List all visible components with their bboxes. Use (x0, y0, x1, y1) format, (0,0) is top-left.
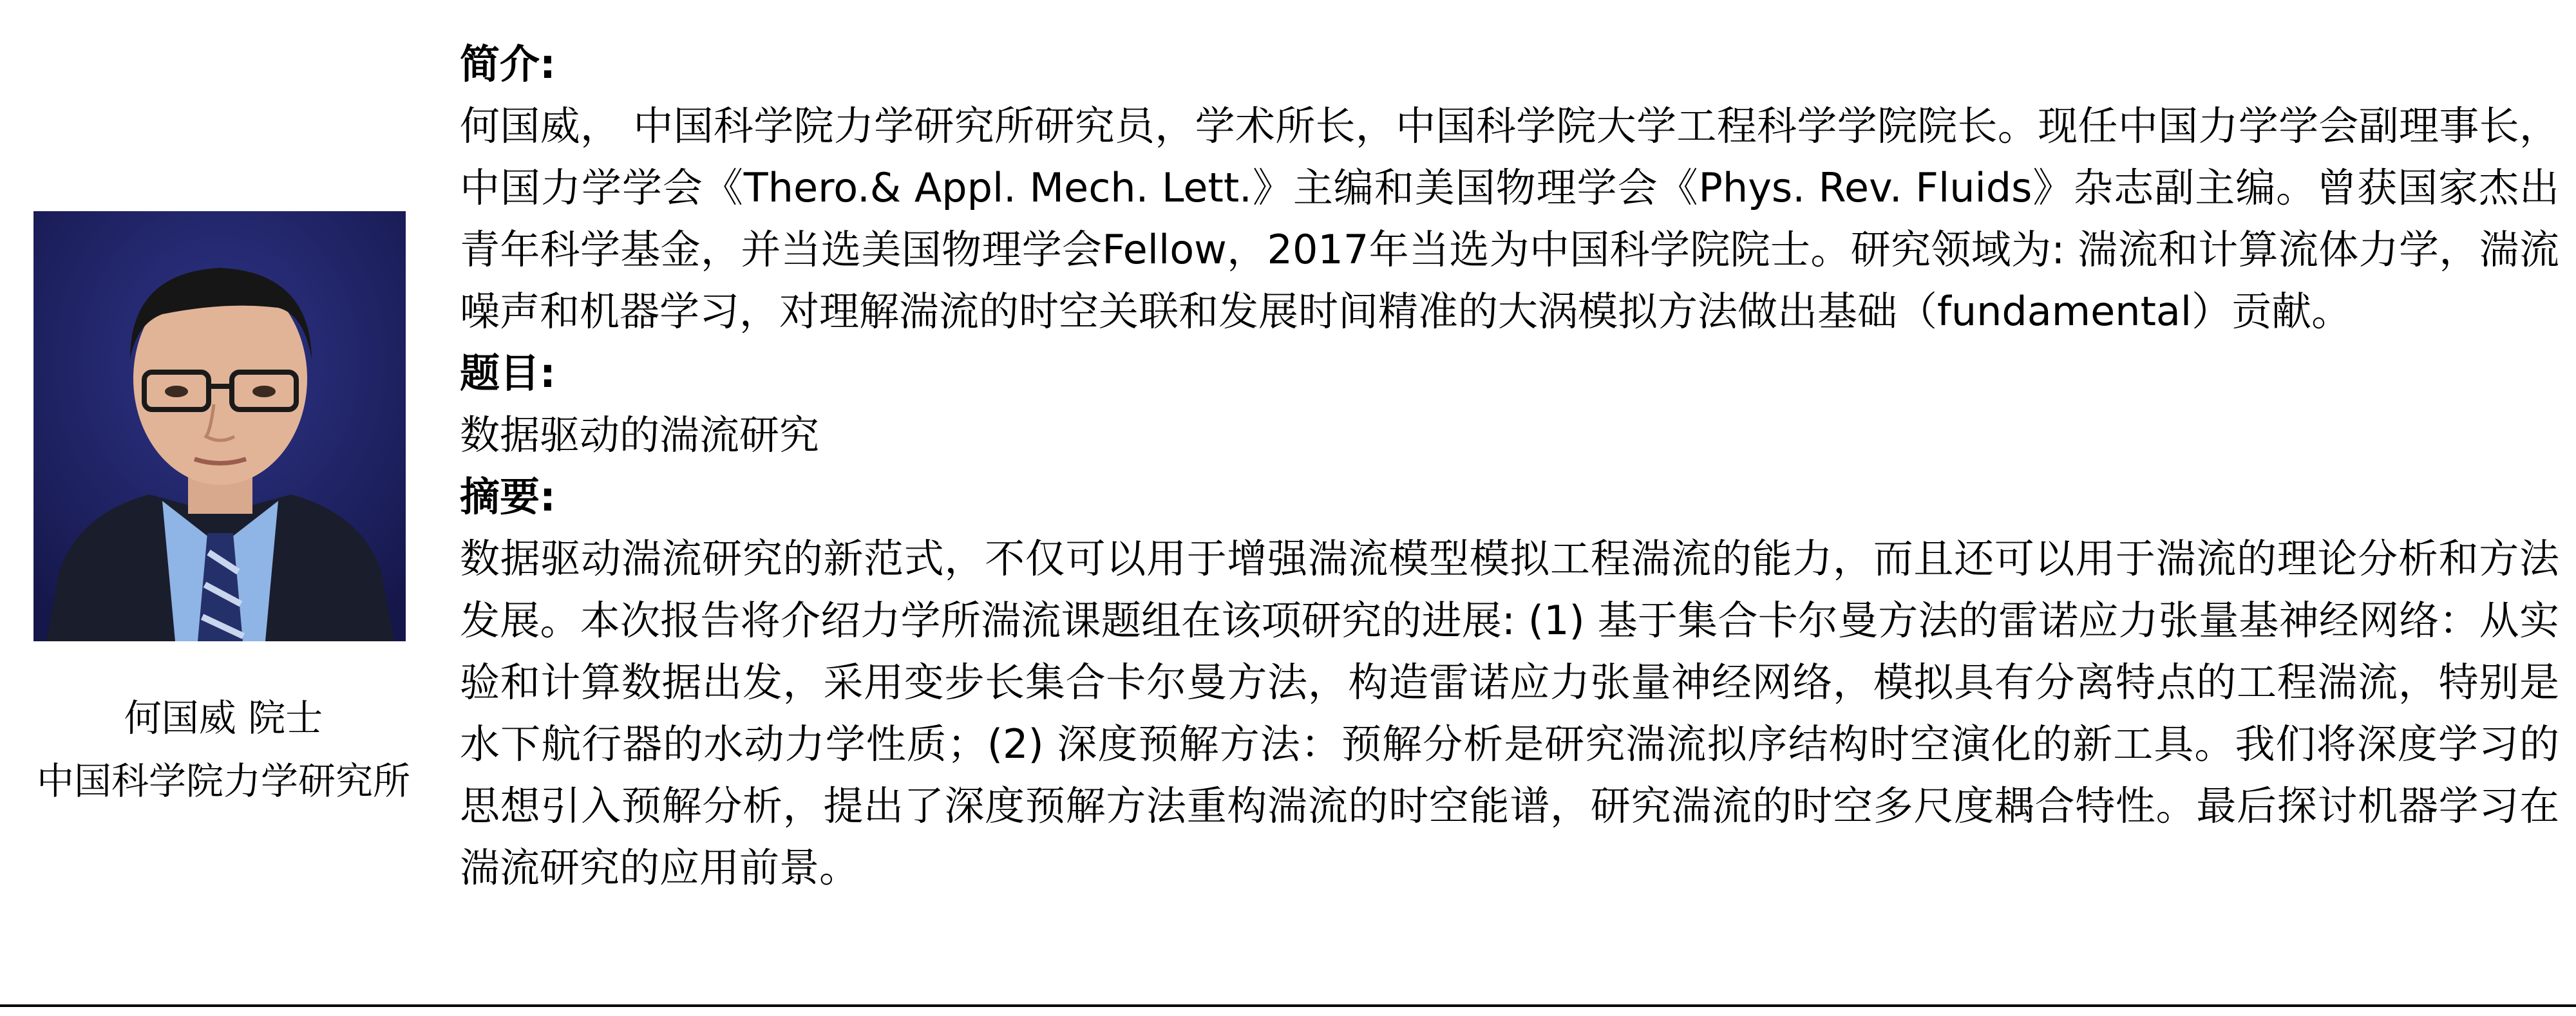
talk-title: 数据驱动的湍流研究 (460, 411, 820, 458)
title-heading: 题目: (460, 350, 556, 397)
speaker-name: 何国威 院士 (124, 696, 323, 740)
content-column (460, 33, 2559, 899)
abstract-text: 数据驱动湍流研究的新范式，不仅可以用于增强湍流模型模拟工程湍流的能力，而且还可以用于湍流的理论分析和方法发展。本次报告将介绍力学所湍流课题组在该项研究的进展: (1) 基于集合卡尔曼方法的雷诺应力张量基神经网络：从实验和计算数据出发，采用变步长集合卡尔曼方法，构造雷诺应力张量神经网络，模拟具有分离特点的工程湍流，特别是水下航行器的水动力学性质；(2) 深度预解方法：预解分析是研究湍流拟序结构时空演化的新工具。我们将深度学习的思想引入预解分析，提出了深度预解方法重构湍流的时空能谱，研究湍流的时空多尺度耦合特性。最后探讨机器学习在湍流研究的应用前景。 (460, 535, 2559, 891)
speaker-portrait (33, 211, 406, 641)
speaker-caption (33, 686, 413, 813)
intro-text: 何国威， 中国科学院力学研究所研究员，学术所长，中国科学院大学工程科学学院院长。现任中国力学学会副理事长，中国力学学会《Thero.& Appl. Mech. Lett.》主编和美国物理学会《Phys. Rev. Fluids》杂志副主编。曾获国家杰出青年科学基金，并当选美国物理学会Fellow，2017年当选为中国科学院院士。研究领域为: 湍流和计算流体力学，湍流噪声和机器学习，对理解湍流的时空关联和发展时间精准的大涡模拟方法做出基础（fundamental）贡献。 (460, 102, 2559, 335)
portrait-image (33, 211, 406, 641)
bottom-divider (0, 1004, 2576, 1007)
abstract-heading: 摘要: (460, 473, 556, 520)
intro-heading: 简介: (460, 41, 556, 88)
speaker-affiliation: 中国科学院力学研究所 (36, 759, 410, 803)
